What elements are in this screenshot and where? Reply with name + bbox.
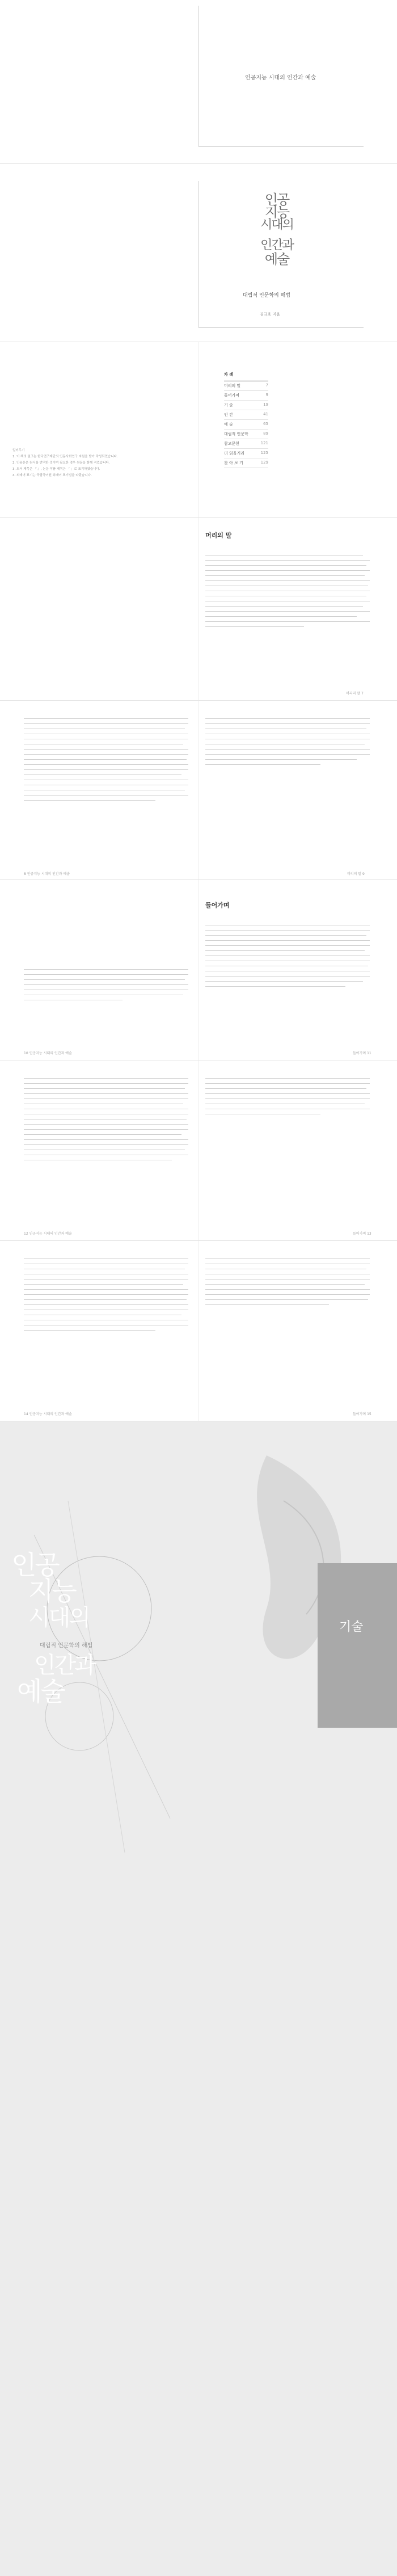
toc-item-label: 예 술 xyxy=(224,422,233,427)
page-folio: 머리의 말 7 xyxy=(346,692,364,696)
spread-text-2 xyxy=(0,1060,397,1241)
toc-item[interactable] xyxy=(224,449,268,458)
title-row-1: 인공 xyxy=(264,192,289,208)
toc-item-page: 89 xyxy=(263,431,268,436)
toc-item-page: 41 xyxy=(263,412,268,416)
page-folio-left: 12 인공지능 시대의 인간과 예술 xyxy=(24,1232,72,1236)
toc-item-label: 기 술 xyxy=(224,403,233,407)
page-folio-left: 8 인공지능 시대의 인간과 예술 xyxy=(24,872,70,876)
preface-text xyxy=(205,551,370,632)
title-row-4: 인간과 xyxy=(260,238,293,252)
chapter-title-row-2: 지능 xyxy=(28,1576,75,1606)
spread-title-page xyxy=(0,163,397,342)
toc-item[interactable] xyxy=(224,410,268,420)
toc-item[interactable] xyxy=(224,430,268,439)
right-page-text xyxy=(205,714,370,769)
toc-item[interactable] xyxy=(224,458,268,468)
spread-chapter-opener xyxy=(0,1421,397,2576)
right-page-text xyxy=(205,1255,370,1310)
title-subtitle: 대립적 인문학의 해법 xyxy=(243,293,290,298)
toc-item-page: 19 xyxy=(263,402,268,407)
toc-item-label: 들어가며 xyxy=(224,393,240,398)
left-page-text xyxy=(24,714,188,805)
page-folio-right: 들어가며 15 xyxy=(353,1412,371,1416)
right-page-text xyxy=(205,1074,370,1119)
page-folio-right: 들어가며 11 xyxy=(353,1051,371,1055)
chapter-title-block xyxy=(11,1550,136,1707)
toc-item-label: 더 읽을거리 xyxy=(224,451,245,456)
copyright-line-3: 3. 도서 제목은 『 』, 논문·작품 제목은 「 」로 표기하였습니다. xyxy=(12,468,100,471)
toc-item-page: 129 xyxy=(260,460,268,465)
spread-text-1 xyxy=(0,700,397,880)
left-page-text xyxy=(24,1255,188,1335)
toc-item-page: 7 xyxy=(265,383,268,388)
intro-heading: 들어가며 xyxy=(205,902,230,909)
toc-heading: 차 례 xyxy=(224,372,268,381)
intro-right-text xyxy=(205,921,370,991)
toc-item-label: 찾 아 보 기 xyxy=(224,461,243,465)
toc-item-page: 121 xyxy=(260,441,268,445)
toc xyxy=(224,372,268,468)
chapter-title-row-3: 시대의 xyxy=(28,1605,89,1631)
preface-heading: 머리의 말 xyxy=(205,532,232,539)
copyright-line-1: 1. 이 책의 원고는 한국연구재단의 인문사회연구 지원을 받아 작성되었습니다. xyxy=(12,455,118,458)
toc-item[interactable] xyxy=(224,401,268,410)
page-folio-left: 14 인공지능 시대의 인간과 예술 xyxy=(24,1412,72,1416)
copyright-line-4: 4. 외래어 표기는 국립국어원 외래어 표기법을 따랐습니다. xyxy=(12,474,92,477)
toc-item-label: 참고문헌 xyxy=(224,441,240,446)
toc-item-label: 대립적 인문학 xyxy=(224,432,248,436)
chapter-label: 기술 xyxy=(339,1620,364,1634)
copyright-block xyxy=(12,448,188,479)
toc-item[interactable] xyxy=(224,420,268,430)
intro-left-text xyxy=(24,965,188,1005)
title-block xyxy=(231,193,322,266)
title-author: 김규호 지음 xyxy=(260,312,281,317)
chapter-title-row-1: 인공 xyxy=(11,1550,58,1580)
toc-item[interactable] xyxy=(224,391,268,401)
toc-item[interactable] xyxy=(224,439,268,449)
spread-text-3 xyxy=(0,1240,397,1421)
page-folio-right: 머리의 말 9 xyxy=(347,872,365,876)
page-folio-left: 10 인공지능 시대의 인간과 예술 xyxy=(24,1051,72,1055)
left-page-text xyxy=(24,1074,188,1165)
series-title: 인공지능 시대의 인간과 예술 xyxy=(245,75,316,81)
spread-half-title xyxy=(0,0,397,163)
title-row-2: 지능 xyxy=(264,204,289,220)
toc-item-label: 인 간 xyxy=(224,413,233,417)
toc-item[interactable] xyxy=(224,381,268,391)
toc-item-label: 머리의 말 xyxy=(224,384,241,388)
title-row-5: 예술 xyxy=(264,251,289,267)
copyright-line-0: 일러두기 xyxy=(12,449,25,452)
toc-item-page: 65 xyxy=(263,422,268,426)
chapter-title-row-5: 예술 xyxy=(17,1676,64,1707)
title-row-3: 시대의 xyxy=(260,218,293,232)
spread-toc xyxy=(0,342,397,518)
toc-item-page: 9 xyxy=(265,393,268,397)
spread-preface xyxy=(0,517,397,701)
copyright-line-2: 2. 인용문은 원서를 번역한 것이며 필요한 경우 원문을 함께 적었습니다. xyxy=(12,461,110,465)
chapter-title-row-4: 인간과 xyxy=(34,1652,95,1678)
toc-item-page: 125 xyxy=(260,451,268,455)
page-folio-right: 들어가며 13 xyxy=(353,1232,371,1236)
chapter-subtitle: 대립적 인문학의 해법 xyxy=(40,1643,93,1649)
spread-intro xyxy=(0,879,397,1060)
